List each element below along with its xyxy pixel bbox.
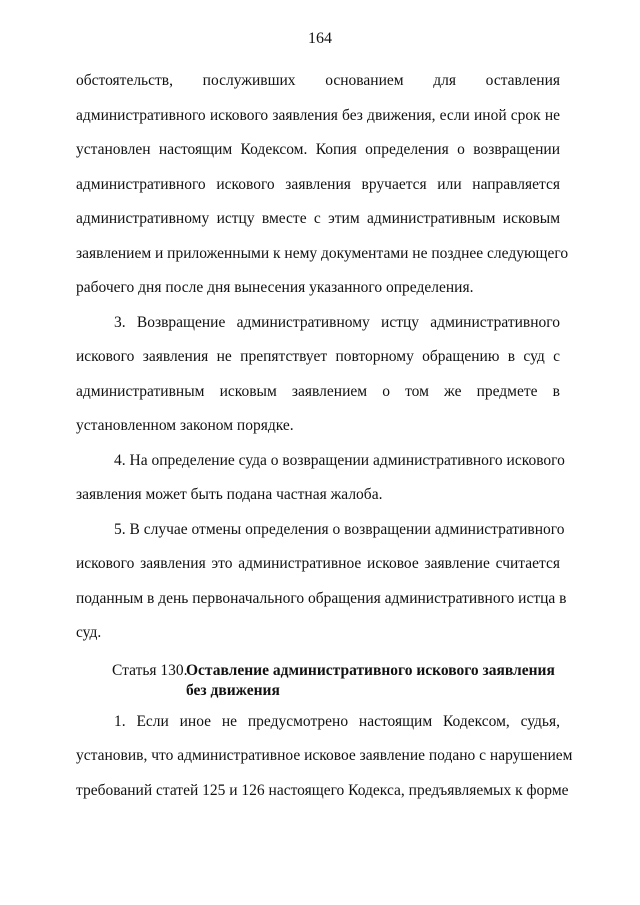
text-line: 1. Если иное не предусмотрено настоящим Кодексом, судья,	[114, 712, 560, 730]
text-line: искового заявления не препятствует повторному обращению в суд с	[76, 348, 560, 365]
text-line: административного искового заявления вручается или направляется	[76, 175, 560, 193]
paragraph-4	[76, 444, 565, 513]
paragraph-continuation	[76, 64, 569, 306]
article-title-line: Оставление административного искового заявления	[186, 661, 555, 679]
text-line: рабочего дня после дня вынесения указанного определения.	[76, 279, 474, 296]
text-line: поданным в день первоначального обращения административного истца в	[76, 589, 567, 607]
article-heading	[76, 661, 560, 705]
text-line: административному истцу вместе с этим административным исковым	[76, 210, 560, 227]
text-line: обстоятельств, послуживших основанием для оставления	[76, 72, 560, 89]
text-line: заявлением и приложенными к нему документами не позднее следующего	[76, 244, 569, 262]
text-line: 5. В случае отмены определения о возвращении административного	[114, 520, 565, 538]
text-line: установив, что административное исковое заявление подано с нарушением	[76, 747, 573, 764]
text-line: суд.	[76, 624, 102, 641]
article-130-paragraph-1	[76, 705, 573, 809]
text-line: заявления может быть подана частная жалоба.	[76, 486, 383, 503]
text-line: установленном законом порядке.	[76, 417, 294, 434]
article-title-line: без движения	[186, 681, 280, 699]
paragraph-3	[76, 306, 560, 444]
text-line: установлен настоящим Кодексом. Копия определения о возвращении	[76, 141, 560, 158]
text-line: 4. На определение суда о возвращении административного искового	[114, 451, 565, 469]
paragraph-5	[76, 513, 567, 651]
article-number: Статья 130.	[112, 661, 188, 679]
text-line: административным исковым заявлением о том же предмете в	[76, 382, 560, 400]
text-line: требований статей 125 и 126 настоящего Кодекса, предъявляемых к форме	[76, 781, 569, 799]
article-title	[186, 661, 555, 701]
text-line: административного искового заявления без движения, если иной срок не	[76, 106, 560, 124]
document-body	[76, 64, 573, 808]
page-number: 164	[308, 30, 332, 47]
text-line: 3. Возвращение административному истцу административного	[114, 313, 560, 331]
text-line: искового заявления это административное исковое заявление считается	[76, 555, 560, 572]
